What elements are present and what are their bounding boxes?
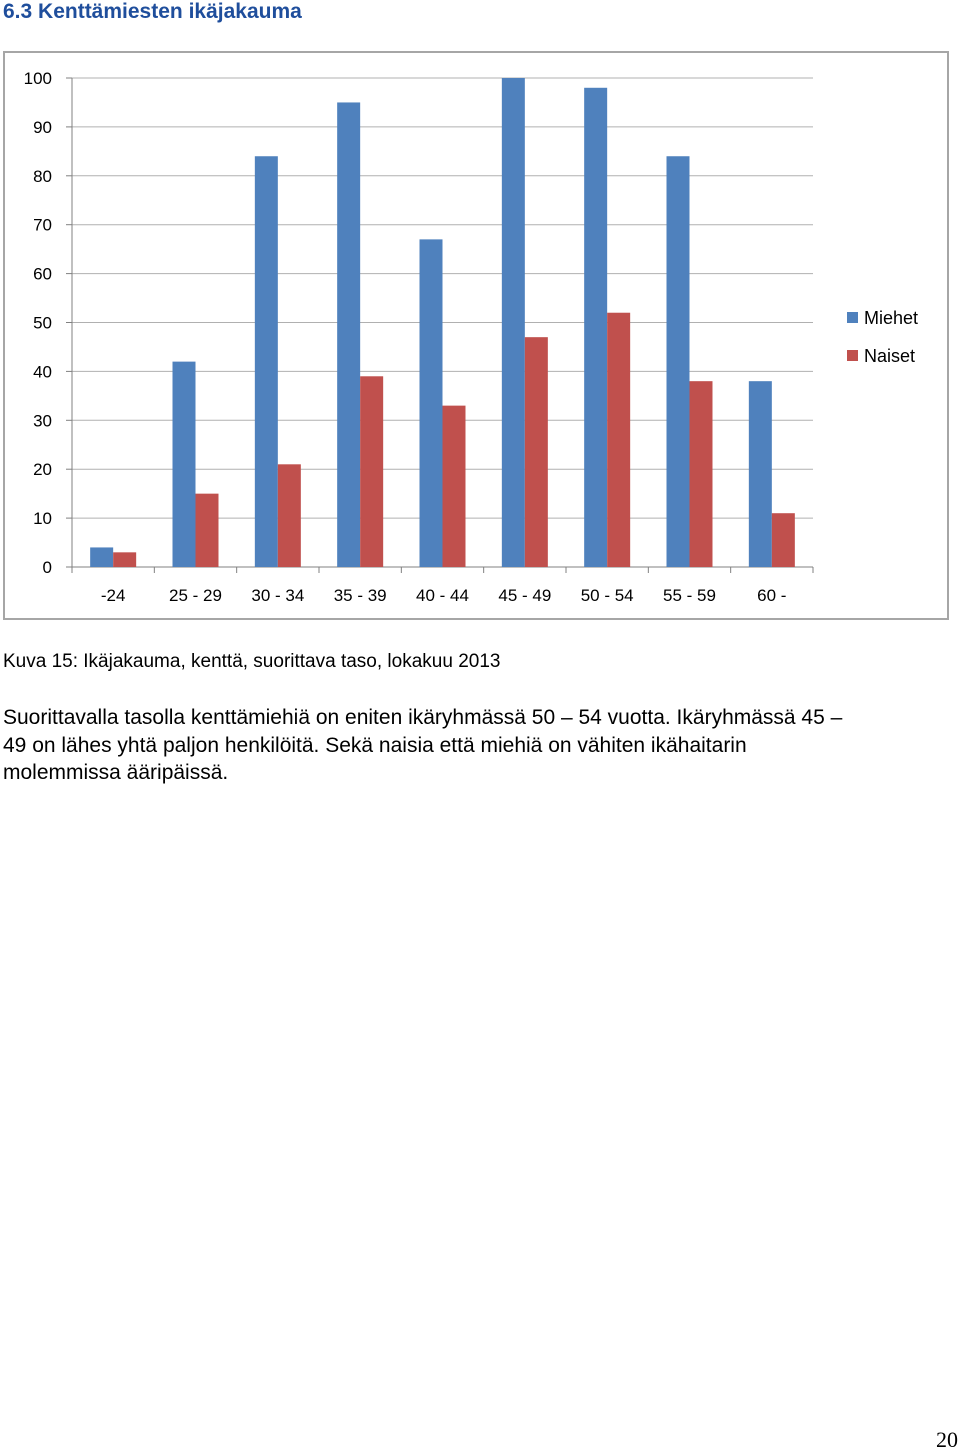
y-tick-label: 70	[33, 215, 52, 235]
y-tick-label: 40	[33, 362, 52, 382]
y-tick-label: 60	[33, 264, 52, 284]
x-category-label: 25 - 29	[169, 586, 222, 605]
bar-naiset	[196, 494, 219, 567]
y-tick-label: 90	[33, 117, 52, 137]
legend-label: Naiset	[864, 346, 916, 366]
bar-naiset	[278, 464, 301, 567]
x-category-label: 50 - 54	[580, 586, 634, 605]
legend-swatch	[847, 312, 858, 323]
bar-naiset	[113, 552, 136, 567]
bar-miehet	[584, 88, 607, 567]
legend-swatch	[847, 350, 858, 361]
bar-miehet	[337, 102, 360, 567]
x-category-label: 40 - 44	[416, 586, 469, 605]
x-category-label: 45 - 49	[498, 586, 552, 605]
age-distribution-chart	[3, 51, 949, 620]
body-paragraph	[3, 704, 957, 787]
y-tick-label: 0	[42, 558, 52, 577]
y-tick-label: 50	[33, 313, 52, 333]
paragraph-line: molemmissa ääripäissä.	[3, 761, 229, 784]
bar-naiset	[443, 406, 466, 567]
legend-label: Miehet	[864, 308, 919, 328]
bar-miehet	[173, 362, 196, 567]
y-tick-label: 100	[23, 69, 52, 88]
paragraph-line: 49 on lähes yhtä paljon henkilöitä. Sekä naisia että miehiä on vähiten ikähaitarin	[3, 733, 747, 757]
section-heading: 6.3 Kenttämiesten ikäjakauma	[3, 0, 302, 23]
page-number: 20	[936, 1427, 958, 1452]
figure-caption: Kuva 15: Ikäjakauma, kenttä, suorittava taso, lokakuu 2013	[3, 651, 501, 672]
bar-naiset	[360, 376, 383, 567]
bar-naiset	[690, 381, 713, 567]
bar-miehet	[255, 156, 278, 567]
y-tick-label: 20	[33, 460, 52, 480]
x-category-label: 30 - 34	[251, 586, 305, 605]
x-category-label: 60 -	[757, 586, 787, 605]
paragraph-line: Suorittavalla tasolla kenttämiehiä on eniten ikäryhmässä 50 – 54 vuotta. Ikäryhmässä 45 –	[3, 706, 843, 729]
x-category-label: 55 - 59	[663, 586, 716, 605]
bar-chart-svg	[5, 53, 947, 618]
y-tick-label: 80	[33, 166, 52, 186]
bar-miehet	[667, 156, 690, 567]
bar-naiset	[607, 313, 630, 567]
bar-miehet	[420, 239, 443, 567]
bar-miehet	[90, 547, 113, 567]
y-tick-label: 30	[33, 411, 52, 431]
x-category-label: -24	[100, 586, 126, 605]
bar-miehet	[502, 78, 525, 567]
x-category-label: 35 - 39	[333, 586, 387, 605]
bar-miehet	[749, 381, 772, 567]
bar-naiset	[772, 513, 795, 567]
y-tick-label: 10	[33, 509, 52, 529]
bar-naiset	[525, 337, 548, 567]
